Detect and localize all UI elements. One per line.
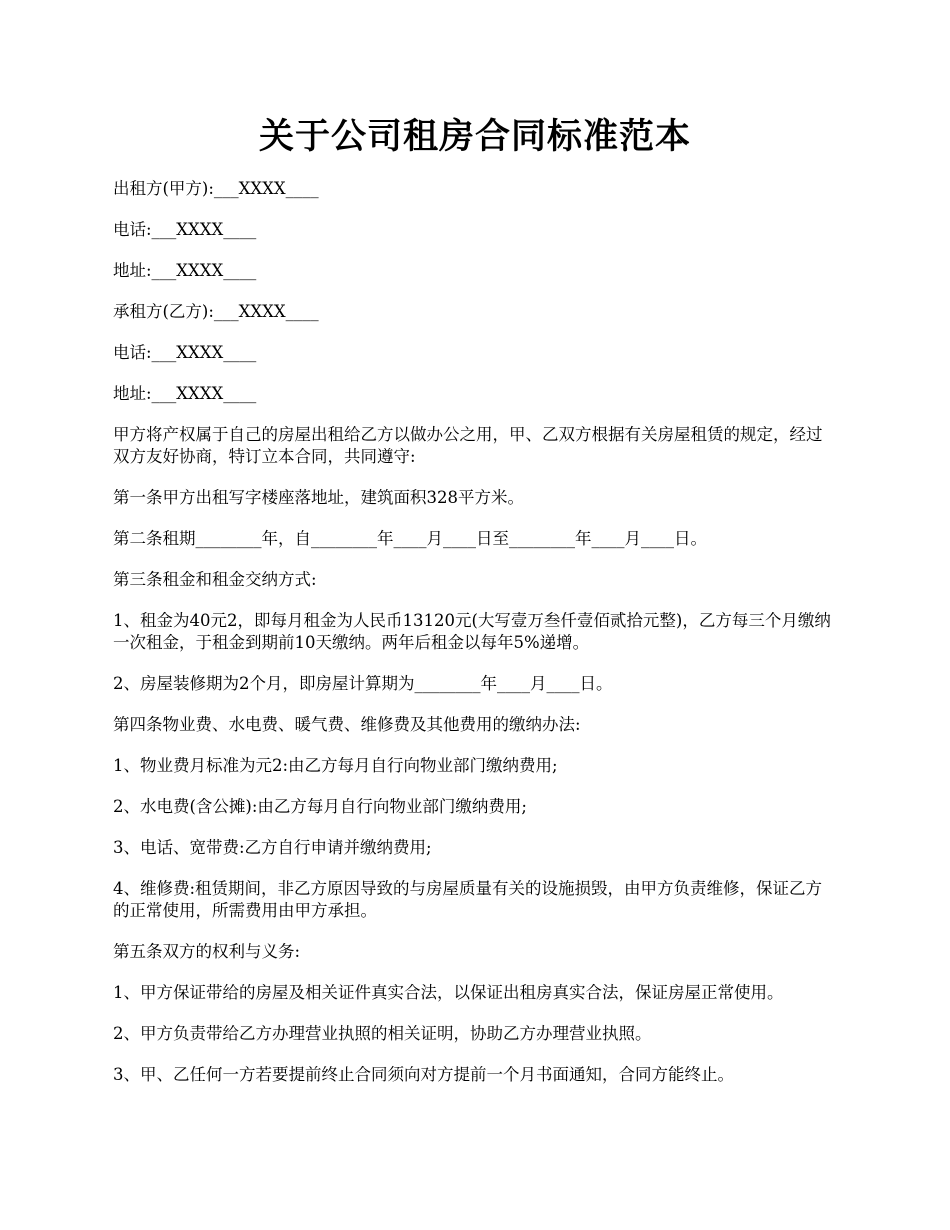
article-3-heading: 第三条租金和租金交纳方式:	[113, 570, 317, 589]
article-1-paragraph: 第一条甲方出租写字楼座落地址，建筑面积328平方米。	[113, 488, 524, 507]
lessee-name-line: 承租方(乙方):___XXXX____	[113, 302, 319, 321]
document-body	[113, 178, 838, 1105]
article-4-item-2: 2、水电费(含公摊):由乙方每月自行向物业部门缴纳费用;	[113, 797, 527, 816]
article-3-item-1: 1、租金为40元2，即每月租金为人民币13120元(大写壹万叁仟壹佰贰拾元整)，乙方每三个月缴纳一次租金，于租金到期前10天缴纳。两年后租金以每年5%递增。	[113, 611, 831, 652]
article-4-item-3: 3、电话、宽带费:乙方自行申请并缴纳费用;	[113, 838, 432, 857]
article-4-item-4: 4、维修费:租赁期间，非乙方原因导致的与房屋质量有关的设施损毁，由甲方负责维修，保证乙方的正常使用，所需费用由甲方承担。	[113, 879, 823, 920]
article-5-item-3: 3、甲、乙任何一方若要提前终止合同须向对方提前一个月书面通知，合同方能终止。	[113, 1065, 734, 1084]
lessee-address-line: 地址:___XXXX____	[113, 384, 257, 403]
article-5-item-1: 1、甲方保证带给的房屋及相关证件真实合法，以保证出租房真实合法，保证房屋正常使用。	[113, 983, 784, 1002]
lessor-name-line: 出租方(甲方):___XXXX____	[113, 179, 319, 198]
article-3-item-2: 2、房屋装修期为2个月，即房屋计算期为________年____月____日。	[113, 674, 613, 693]
article-4-heading: 第四条物业费、水电费、暖气费、维修费及其他费用的缴纳办法:	[113, 715, 581, 734]
lessor-phone-line: 电话:___XXXX____	[113, 220, 257, 239]
preamble-paragraph: 甲方将产权属于自己的房屋出租给乙方以做办公之用，甲、乙双方根据有关房屋租赁的规定，经过双方友好协商，特订立本合同，共同遵守:	[113, 425, 823, 466]
document-title: 关于公司租房合同标准范本	[258, 116, 691, 157]
lessee-phone-line: 电话:___XXXX____	[113, 343, 257, 362]
article-5-heading: 第五条双方的权利与义务:	[113, 942, 301, 961]
article-2-paragraph: 第二条租期________年，自________年____月____日至________年____月____日。	[113, 529, 707, 548]
article-5-item-2: 2、甲方负责带给乙方办理营业执照的相关证明，协助乙方办理营业执照。	[113, 1024, 652, 1043]
article-4-item-1: 1、物业费月标准为元2:由乙方每月自行向物业部门缴纳费用;	[113, 756, 558, 775]
lessor-address-line: 地址:___XXXX____	[113, 261, 257, 280]
